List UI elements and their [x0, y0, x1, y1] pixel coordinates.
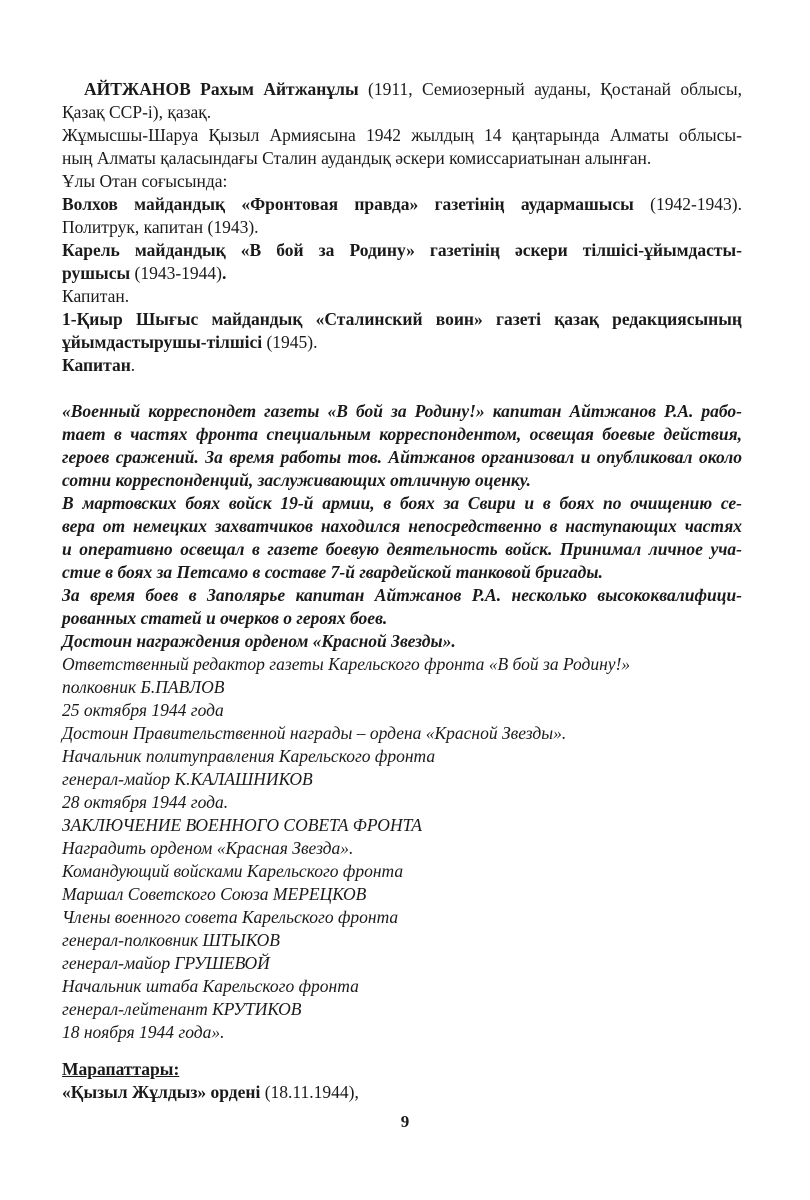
bio-line: Жұмысшы-Шаруа Қызыл Армиясына 1942 жылдың 14 қаңтарында Алматы облысы-	[62, 125, 742, 145]
bio-line: Ұлы Отан соғысында:	[62, 171, 228, 191]
quote-line: Достоин награждения орденом «Красной Звезды».	[62, 631, 456, 651]
bio-line: Капитан.	[62, 355, 136, 375]
signature-line: генерал-лейтенант КРУТИКОВ	[62, 999, 302, 1019]
signature-line: 25 октября 1944 года	[62, 700, 224, 720]
quote-line: вера от немецких захватчиков находился непосредственно в наступающих частях	[62, 516, 742, 536]
quote-line: стие в боях за Петсамо в составе 7-й гвардейской танковой бригады.	[62, 562, 603, 582]
signature-line: 28 октября 1944 года.	[62, 792, 229, 812]
signature-line: Члены военного совета Карельского фронта	[62, 907, 399, 927]
bio-line: Капитан.	[62, 286, 130, 306]
signature-line: Маршал Советского Союза МЕРЕЦКОВ	[62, 884, 367, 904]
bio-line: ның Алматы қаласындағы Сталин аудандық әскери комиссариатынан алынған.	[62, 148, 652, 168]
bio-line: рушысы (1943-1944).	[62, 263, 227, 283]
signature-line: Начальник штаба Карельского фронта	[62, 976, 359, 996]
bio-line: 1-Қиыр Шығыс майдандық «Сталинский воин» газеті қазақ редакциясының	[62, 309, 742, 329]
bio-line: ұйымдастырушы-тілшісі (1945).	[62, 332, 318, 352]
awards-heading: Марапаттары:	[62, 1059, 180, 1079]
signature-line: Наградить орденом «Красная Звезда».	[62, 838, 354, 858]
quote-line: За время боев в Заполярье капитан Айтжанов Р.А. несколько высококвалифици-	[62, 585, 742, 605]
bio-line: Политрук, капитан (1943).	[62, 217, 259, 237]
bio-line: АЙТЖАНОВ Рахым Айтжанұлы (1911, Семиозерный ауданы, Қостанай облысы,	[84, 79, 742, 99]
bio-line: Карель майдандық «В бой за Родину» газетінің әскери тілшісі-ұйымдасты-	[62, 240, 742, 260]
person-name: АЙТЖАНОВ Рахым Айтжанұлы	[84, 79, 359, 99]
quote-line: сотни корреспонденций, заслуживающих отличную оценку.	[62, 470, 531, 490]
quote-line: героев сражений. За время работы тов. Айтжанов организовал и опубликовал около	[62, 447, 742, 467]
signature-line: генерал-майор ГРУШЕВОЙ	[62, 953, 270, 973]
quote-line: и оперативно освещал в газете боевую деятельность войск. Принимал личное уча-	[62, 539, 742, 559]
bio-line: Қазақ ССР-і), қазақ.	[62, 102, 212, 122]
quote-line: «Военный корреспондет газеты «В бой за Родину!» капитан Айтжанов Р.А. рабо-	[62, 401, 742, 421]
signature-line: Ответственный редактор газеты Карельского фронта «В бой за Родину!»	[62, 654, 631, 674]
quote-line: В мартовских боях войск 19-й армии, в боях за Свири и в боях по очищению се-	[62, 493, 742, 513]
signature-line: Начальник политуправления Карельского фронта	[62, 746, 436, 766]
signature-line: Достоин Правительственной награды – ордена «Красной Звезды».	[62, 723, 567, 743]
page-number: 9	[400, 1112, 410, 1131]
signature-line: генерал-полковник ШТЫКОВ	[62, 930, 280, 950]
bio-line: Волхов майдандық «Фронтовая правда» газетінің аудармашысы (1942-1943).	[62, 194, 742, 214]
signature-line: ЗАКЛЮЧЕНИЕ ВОЕННОГО СОВЕТА ФРОНТА	[62, 815, 422, 835]
quote-line: рованных статей и очерков о героях боев.	[62, 608, 388, 628]
signature-line: 18 ноября 1944 года».	[62, 1022, 225, 1042]
award-item: «Қызыл Жұлдыз» ордені (18.11.1944),	[62, 1082, 359, 1102]
signature-line: полковник Б.ПАВЛОВ	[62, 677, 225, 697]
quote-line: тает в частях фронта специальным корреспондентом, освещая боевые действия,	[62, 424, 742, 444]
signature-line: Командующий войсками Карельского фронта	[62, 861, 404, 881]
signature-line: генерал-майор К.КАЛАШНИКОВ	[62, 769, 313, 789]
